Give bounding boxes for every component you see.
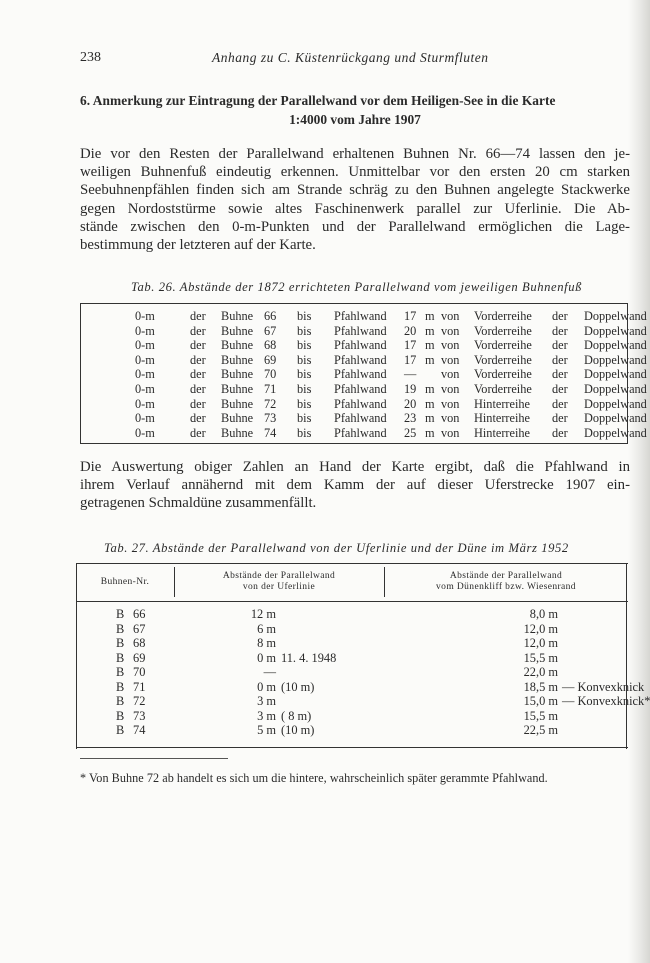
table-cell: der [190,396,206,411]
table-row [76,694,650,708]
table-cell: 0 m [257,650,276,665]
table-cell: der [552,309,568,323]
table-cell: 0 m [257,679,276,694]
table-cell: 72 [264,396,277,411]
table-cell: — Konvexknick* [562,694,650,708]
table-cell: 25 [404,425,417,440]
table-cell: 68 [133,636,146,650]
table-cell: bis [297,309,312,323]
table-cell: Doppelwand [584,338,647,353]
table-cell: 22,0 m [523,665,558,679]
table-cell: Hinterreihe [474,396,530,411]
table-cell: bis [297,338,312,353]
table-row [76,665,628,679]
table-cell: 18,5 m [523,679,558,694]
running-header [80,50,630,70]
table-cell: der [552,411,568,426]
table-cell: Pfahlwand [334,425,387,440]
table-cell: 0-m [135,323,155,338]
table-cell: B [116,607,125,621]
column-header-buhnen-nr: Buhnen-Nr. [100,577,150,587]
table-cell: Vorderreihe [474,309,532,323]
table-cell: m [425,396,435,411]
table-cell: Doppelwand [584,367,647,382]
text-line: Die Auswertung obiger Zahlen an Hand der Karte ergibt, daß die Pfahlwand in [80,459,630,475]
footnote: * Von Buhne 72 ab handelt es sich um die hintere, wahrscheinlich später gerammte Pfahlwand. [80,771,548,785]
table-cell: 12,0 m [523,636,558,650]
table-cell: 8 m [257,636,276,650]
table-cell: 15,0 m [523,694,558,708]
table-cell: der [190,309,206,323]
table-cell: m [425,338,435,353]
table-cell: 66 [133,607,146,621]
table-cell: 69 [133,650,146,665]
table-cell: B [116,636,125,650]
text-line: stände zwischen den 0-m-Punkten und der Parallelwand ermöglichen die Lage- [80,218,630,235]
table-cell: bis [297,382,312,396]
table-27 [76,563,650,749]
table-cell: 23 [404,411,417,426]
table-cell: der [190,323,206,338]
table-cell: der [552,382,568,396]
table-cell: 17 [404,338,417,353]
table-cell: 3 m [257,694,276,708]
table-cell: von [441,411,460,426]
table-cell: Pfahlwand [334,352,387,367]
table-cell: B [116,621,125,636]
table-cell: Vorderreihe [474,323,532,338]
table-border-left [80,304,81,443]
table-cell: Buhne [221,411,254,426]
table-cell: ( 8 m) [281,708,312,723]
table-cell: B [116,650,125,665]
table-cell: von [441,367,460,382]
table-row [76,709,628,723]
table-cell: m [425,352,435,367]
column-header-duene [386,571,626,593]
table-cell: von [441,425,460,440]
table-cell: der [552,367,568,382]
table-cell: Hinterreihe [474,411,530,426]
table-cell: Buhne [221,425,254,440]
table-cell: bis [297,425,312,440]
table-cell: Doppelwand [584,396,647,411]
table-cell: Doppelwand [584,425,647,440]
table-cell: Vorderreihe [474,352,532,367]
table-cell: von [441,338,460,353]
table-cell: 69 [264,352,277,367]
table-cell: m [425,425,435,440]
table-cell: bis [297,411,312,426]
text-line: Seebuhnenpfählen finden sich am Strande schräg zu den Buhnen angelegte Stackwerke [80,182,630,199]
table-cell: 71 [133,679,146,694]
table-cell: 73 [133,708,146,723]
table-cell: der [190,411,206,426]
table-cell: der [190,425,206,440]
table-cell: 66 [264,309,277,323]
column-header-uferlinie [176,571,382,593]
table-cell: B [116,679,125,694]
table-cell: Pfahlwand [334,396,387,411]
table-cell: 0-m [135,309,155,323]
table-cell: Vorderreihe [474,367,532,382]
table-cell: Buhne [221,323,254,338]
table-27-caption: Tab. 27. Abstände der Parallelwand von der Uferlinie und der Düne im März 1952 [104,541,569,555]
table-cell: m [425,309,435,323]
section-title-line-1: 6. Anmerkung zur Eintragung der Parallelwand vor dem Heiligen-See in die Karte [80,93,556,108]
table-cell: 12 m [250,607,276,621]
table-cell: Buhne [221,352,254,367]
table-cell: der [190,367,206,382]
table-cell: Vorderreihe [474,382,532,396]
table-cell: B [116,665,125,679]
table-cell: 67 [133,621,146,636]
page-edge-shadow [628,0,650,963]
table-row [76,607,628,621]
table-cell: Buhne [221,396,254,411]
table-cell: der [552,396,568,411]
table-26-caption: Tab. 26. Abstände der 1872 errichteten Parallelwand vom jeweiligen Buhnenfuß [131,280,583,294]
header-line: vom Dünenkliff bzw. Wiesenrand [436,582,576,592]
table-cell: Pfahlwand [334,323,387,338]
table-row [76,679,645,694]
page-number: 238 [80,50,101,65]
table-cell: 70 [133,665,146,679]
table-cell: der [190,338,206,353]
table-cell: 12,0 m [523,621,558,636]
table-row [76,723,628,737]
table-cell: Doppelwand [584,352,647,367]
table-cell: Buhne [221,338,254,353]
table-cell: B [116,708,125,723]
table-cell: 0-m [135,338,155,353]
text-line: getragenen Schmaldüne zusammenfällt. [80,495,317,512]
table-cell: Buhne [221,309,254,323]
table-cell: Buhne [221,382,254,396]
table-row [76,651,628,665]
table-cell: der [190,352,206,367]
table-cell: 20 [404,323,417,338]
table-cell: bis [297,323,312,338]
table-cell: 72 [133,694,146,708]
table-cell: 0-m [135,411,155,426]
intro-paragraph [80,145,630,254]
table-cell: B [116,723,125,737]
table-cell: bis [297,367,312,382]
header-line: Abstände der Parallelwand [222,571,336,581]
table-cell: — [263,665,276,679]
table-cell: 70 [264,367,277,382]
text-line: bestimmung der letzteren auf der Karte. [80,237,316,254]
table-cell: 3 m [257,708,276,723]
section-title-line-2: 1:4000 vom Jahre 1907 [289,112,421,127]
table-rule-bottom [76,747,628,748]
table-cell: Buhne [221,367,254,382]
table-cell: 5 m [257,723,276,737]
table-cell: 74 [264,425,277,440]
table-cell: der [552,352,568,367]
text-line: Die vor den Resten der Parallelwand erhaltenen Buhnen Nr. 66—74 lassen den je- [80,146,630,162]
table-cell: von [441,396,460,411]
header-title: Anhang zu C. Küstenrückgang und Sturmfluten [212,50,489,65]
table-cell: von [441,309,460,323]
table-cell: (10 m) [281,723,315,737]
table-cell: 0-m [135,382,155,396]
table-cell: Pfahlwand [334,367,387,382]
table-cell: von [441,352,460,367]
table-cell: m [425,411,435,426]
table-cell: (10 m) [281,679,315,694]
text-line: gegen Nordoststürme sowie altes Faschinenwerk parallel zur Uferlinie. Die Ab- [80,200,630,217]
table-cell: — [404,367,417,382]
table-26 [80,303,647,444]
table-cell: von [441,382,460,396]
table-cell: 17 [404,352,417,367]
table-cell: 6 m [257,621,276,636]
table-cell: m [425,323,435,338]
table-cell: m [425,382,435,396]
table-cell: Pfahlwand [334,338,387,353]
section-title [80,91,630,129]
footnote-rule [80,758,228,759]
table-cell: 73 [264,411,277,426]
table-cell: 8,0 m [529,607,558,621]
table-row [76,636,628,650]
table-cell: — Konvexknick [562,679,645,694]
table-cell: der [552,338,568,353]
table-cell: Doppelwand [584,309,647,323]
table-row [76,622,628,636]
table-cell: Pfahlwand [334,382,387,396]
table-cell: 68 [264,338,277,353]
text-line: weiligen Buhnenfuß eindeutig erkennen. Unmittelbar vor den ersten 20 cm starken [80,164,630,181]
table-cell: der [552,425,568,440]
table-cell: der [190,382,206,396]
table-cell: Pfahlwand [334,309,387,323]
table-cell: Doppelwand [584,323,647,338]
header-line: von der Uferlinie [242,582,316,592]
table-cell: Vorderreihe [474,338,532,353]
table-cell: 67 [264,323,277,338]
table-cell: 22,5 m [523,723,558,737]
table-rule-top [76,563,628,564]
table-cell: bis [297,396,312,411]
table-cell: 0-m [135,396,155,411]
table-cell: 15,5 m [523,650,558,665]
table-cell: 71 [264,382,277,396]
table-cell: 0-m [135,367,155,382]
text-line: ihrem Verlauf annähernd mit dem Kamm der auf dieser Uferstrecke 1907 ein- [80,477,630,494]
table-cell: B [116,694,125,708]
table-cell: Pfahlwand [334,411,387,426]
table-cell: Doppelwand [584,382,647,396]
table-rule-header [76,601,628,602]
table-cell: von [441,323,460,338]
table-cell: 74 [133,723,146,737]
table-cell: bis [297,352,312,367]
table-cell: Doppelwand [584,411,647,426]
table-cell: 20 [404,396,417,411]
table-cell: 0-m [135,352,155,367]
table-cell: 17 [404,309,417,323]
header-line: Abstände der Parallelwand [449,571,563,581]
table-cell: Hinterreihe [474,425,530,440]
table-cell: 15,5 m [523,708,558,723]
table-cell: 11. 4. 1948 [281,650,337,665]
table-cell: 19 [404,382,417,396]
table-cell: 0-m [135,425,155,440]
evaluation-paragraph [80,458,630,513]
table-cell: der [552,323,568,338]
